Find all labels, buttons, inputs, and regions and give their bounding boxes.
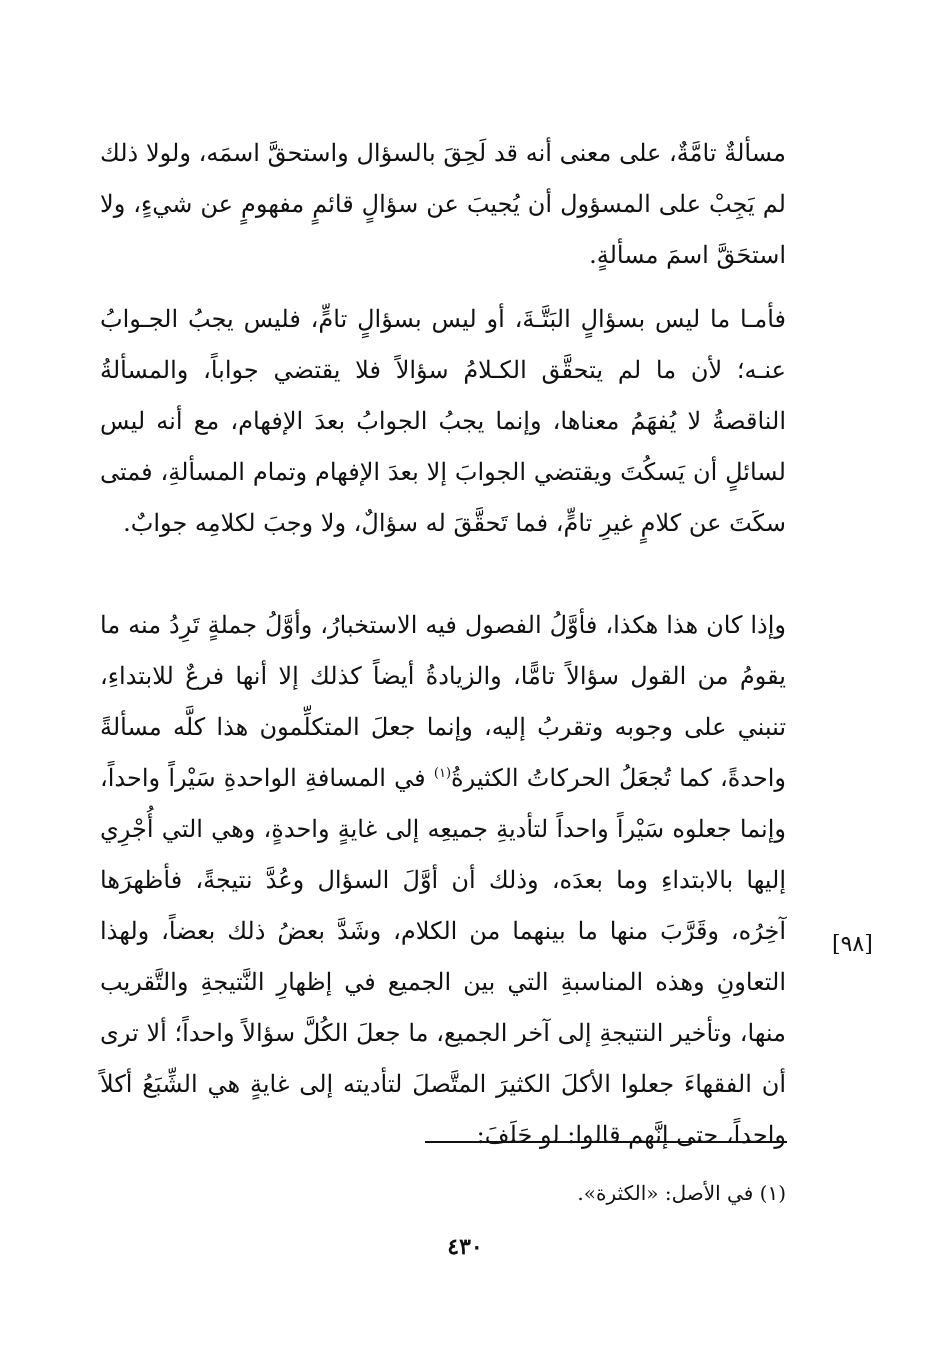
footnote-marker: (١): [433, 766, 452, 781]
footnote-separator: [425, 1141, 787, 1143]
margin-page-reference: [٩٨]: [832, 932, 873, 957]
paragraph-3-text-start: وإذا كان هذا هكذا، فأوَّلُ الفصول فيه الاستخبارُ، وأوَّلُ جملةٍ تَرِدُ منه ما يقومُ من القول سؤالاً تامًّا، والزيادةُ أيضاً كذلك إلا أنها فرعٌ للابتداءِ، تنبني على وجوبه وتقربُ إليه، وإنما جعلَ المتكلِّمون هذا كلَّه مسألةً واحدةً، كما تُجعَلُ الحركاتُ الكثيرةُ: [100, 611, 787, 792]
footnote: (١) في الأصل: «الكثرة».: [577, 1181, 786, 1205]
paragraph-3: [100, 600, 786, 1161]
paragraph-3-text-end: في المسافةِ الواحدةِ سَيْراً واحداً، وإنما جعلوه سَيْراً واحداً لتأديةِ جميعِه إلى غايةٍ واحدةٍ، وهي التي أُجْرِي إليها بالابتداءِ وما بعدَه، وذلك أن أوَّلَ السؤال وعُدَّ نتيجةً، فأظهرَها آخِرُه، وقَرَّبَ منها ما بينهما من الكلام، وشَدَّ بعضُ ذلك بعضاً، ولهذا التعاونِ وهذه المناسبةِ التي بين الجميع في إظهارِ النَّتيجةِ والتَّقريب منها، وتأخير النتيجةِ إلى آخر الجميع، ما جعلَ الكُلَّ سؤالاً واحداً؛ ألا ترى أن الفقهاءَ جعلوا الأكلَ الكثيرَ المتَّصلَ لتأديته إلى غايةٍ هي الشِّبَعُ أكلاً واحداً، حتى إنَّهم قالوا: لو حَلَفَ:: [100, 764, 786, 1149]
paragraph-1-text: مسألةٌ تامَّةٌ، على معنى أنه قد لَحِقَ بالسؤال واستحقَّ اسمَه، ولولا ذلك لم يَجِبْ على المسؤول أن يُجيبَ عن سؤالٍ قائمٍ مفهومٍ عن شيءٍ، ولا استحَقَّ اسمَ مسألةٍ.: [100, 139, 786, 269]
paragraph-1: [100, 128, 786, 281]
paragraph-2: [100, 294, 786, 549]
paragraph-3-body: [100, 600, 786, 1161]
page-number: ٤٣٠: [447, 1234, 483, 1260]
paragraph-2-text: فأمـا ما ليس بسؤالٍ البَتَّـةَ، أو ليس بسؤالٍ تامٍّ، فليس يجبُ الجـوابُ عنـه؛ لأن ما لم يتحقَّق الكـلامُ سؤالاً فلا يقتضي جواباً، والمسألةُ الناقصةُ لا يُفهَمُ معناها، وإنما يجبُ الجوابُ بعدَ الإفهام، مع أنه ليس لسائلٍ أن يَسكُتَ ويقتضي الجوابَ إلا بعدَ الإفهام وتمام المسألةِ، فمتى سكَتَ عن كلامٍ غيرِ تامٍّ، فما تَحقَّقَ له سؤالٌ، ولا وجبَ لكلامِه جوابٌ.: [100, 305, 786, 537]
